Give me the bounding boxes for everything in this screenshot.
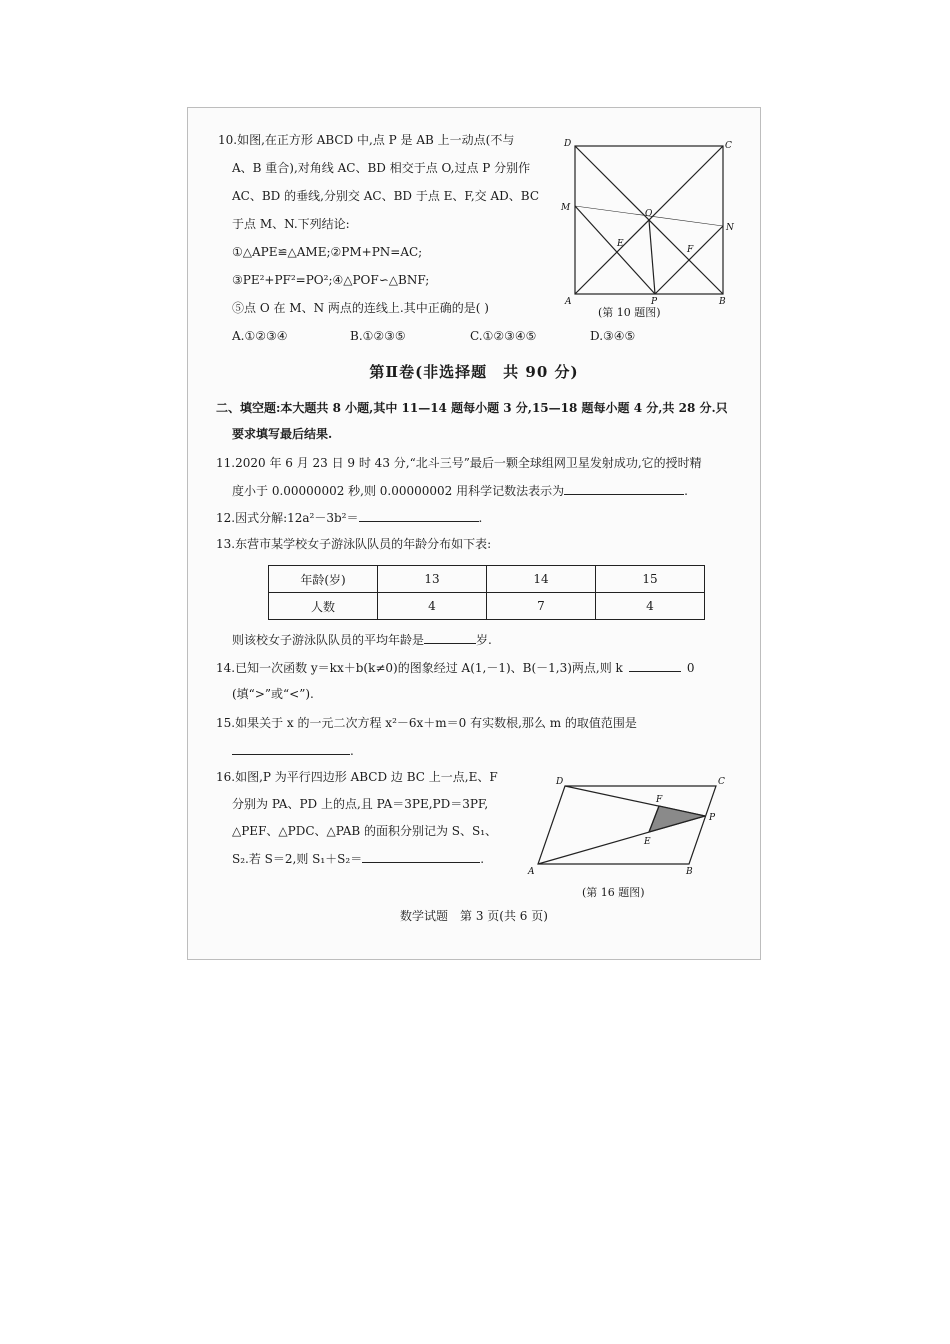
q10-option-c: C.①②③④⑤ [470, 329, 537, 343]
q14-line-1 [216, 659, 694, 676]
table-cell-count-head: 人数 [269, 593, 378, 620]
label-f: F [687, 245, 694, 255]
q16-period: . [480, 852, 485, 866]
page-footer: 数学试题 第 3 页(共 6 页) [400, 909, 548, 923]
table-row [269, 593, 705, 620]
section-title: 第Ⅱ卷(非选择题 共 90 分) [369, 363, 579, 381]
q16-line-1: 16.如图,P 为平行四边形 ABCD 边 BC 上一点,E、F [216, 770, 498, 784]
q15-answer-blank[interactable] [232, 742, 350, 755]
q10-option-d: D.③④⑤ [590, 329, 636, 343]
table-cell: 4 [596, 593, 705, 620]
exam-page [187, 107, 761, 960]
q10-line-2: A、B 重合),对角线 AC、BD 相交于点 O,过点 P 分别作 [232, 161, 531, 175]
q13-after-unit: 岁. [476, 633, 492, 647]
part2-line-2: 要求填写最后结果. [232, 427, 333, 441]
label-b: B [686, 867, 693, 877]
q13-answer-blank[interactable] [424, 631, 476, 644]
label-d: D [556, 777, 564, 787]
q12-period: . [478, 511, 483, 525]
q14-answer-blank[interactable] [629, 659, 681, 672]
table-cell: 14 [487, 566, 596, 593]
q11-line-1: 11.2020 年 6 月 23 日 9 时 43 分,“北斗三号”最后一颗全球组网卫星发射成功,它的授时精 [216, 456, 702, 470]
q11-period: . [684, 484, 688, 498]
label-m: M [561, 203, 571, 213]
parallelogram-abcd [538, 786, 716, 864]
label-a: A [565, 297, 572, 307]
q16-caption: (第 16 题图) [582, 886, 645, 899]
q16-text: S₂.若 S＝2,则 S₁＋S₂＝ [232, 852, 363, 866]
q14-line-2: (填“>”或“<”). [232, 687, 314, 701]
label-e: E [644, 837, 651, 847]
table-cell: 13 [378, 566, 487, 593]
table-cell: 4 [378, 593, 487, 620]
q16-line-4 [232, 850, 484, 867]
q11-text: 度小于 0.00000002 秒,则 0.00000002 用科学记数法表示为 [232, 484, 565, 498]
table-cell: 15 [596, 566, 705, 593]
line-op [649, 220, 655, 294]
label-n: N [726, 223, 734, 233]
label-d: D [564, 139, 572, 149]
age-table [268, 565, 705, 620]
table-row [269, 566, 705, 593]
q16-answer-blank[interactable] [362, 850, 480, 863]
q14-text: 14.已知一次函数 y＝kx＋b(k≠0)的图象经过 A(1,－1)、B(－1,3)两点,则 k [216, 661, 623, 675]
q16-figure-parallelogram [528, 772, 738, 882]
line-mp [575, 206, 655, 294]
q12-text: 12.因式分解:12a²－3b²＝ [216, 511, 359, 525]
q10-line-3: AC、BD 的垂线,分别交 AC、BD 于点 E、F,交 AD、BC [232, 189, 540, 203]
part2-line-1: 二、填空题:本大题共 8 小题,其中 11—14 题每小题 3 分,15—18 题每小题 4 分,共 28 分.只 [216, 401, 728, 415]
label-p: P [709, 813, 716, 823]
label-a: A [528, 867, 535, 877]
q10-caption: (第 10 题图) [598, 306, 661, 319]
q11-answer-blank[interactable] [564, 482, 684, 495]
q16-line-2: 分别为 PA、PD 上的点,且 PA＝3PE,PD＝3PF, [232, 797, 489, 811]
table-cell: 7 [487, 593, 596, 620]
q12-line [216, 509, 482, 526]
q10-line-6: ③PE²+PF²=PO²;④△POF∽△BNF; [232, 273, 430, 287]
q10-line-4: 于点 M、N.下列结论: [232, 217, 350, 231]
q10-figure-square [563, 136, 733, 306]
q10-line-1: 10.如图,在正方形 ABCD 中,点 P 是 AB 上一动点(不与 [218, 133, 515, 147]
label-c: C [718, 777, 725, 787]
q13-text: 13.东营市某学校女子游泳队队员的年龄分布如下表: [216, 537, 492, 551]
label-p: P [651, 297, 658, 307]
q15-line-1: 15.如果关于 x 的一元二次方程 x²－6x＋m＝0 有实数根,那么 m 的取值范围是 [216, 716, 637, 730]
label-f: F [656, 795, 663, 805]
q15-period: . [350, 744, 354, 758]
label-o: O [645, 209, 653, 219]
q16-line-3: △PEF、△PDC、△PAB 的面积分别记为 S、S₁、 [232, 824, 498, 838]
q10-line-7: ⑤点 O 在 M、N 两点的连线上.其中正确的是( ) [232, 301, 489, 315]
table-cell-age-head: 年龄(岁) [269, 566, 378, 593]
q15-line-2 [232, 742, 354, 759]
q13-after [232, 631, 492, 648]
q10-option-b: B.①②③⑤ [350, 329, 406, 343]
q12-answer-blank[interactable] [359, 509, 479, 522]
q11-line-2 [232, 482, 688, 499]
label-b: B [719, 297, 726, 307]
label-c: C [725, 141, 732, 151]
q10-line-5: ①△APE≌△AME;②PM+PN=AC; [232, 245, 423, 259]
q10-option-a: A.①②③④ [232, 329, 288, 343]
q13-after-text: 则该校女子游泳队队员的平均年龄是 [232, 633, 425, 647]
label-e: E [617, 239, 624, 249]
q14-zero: 0 [686, 661, 695, 675]
